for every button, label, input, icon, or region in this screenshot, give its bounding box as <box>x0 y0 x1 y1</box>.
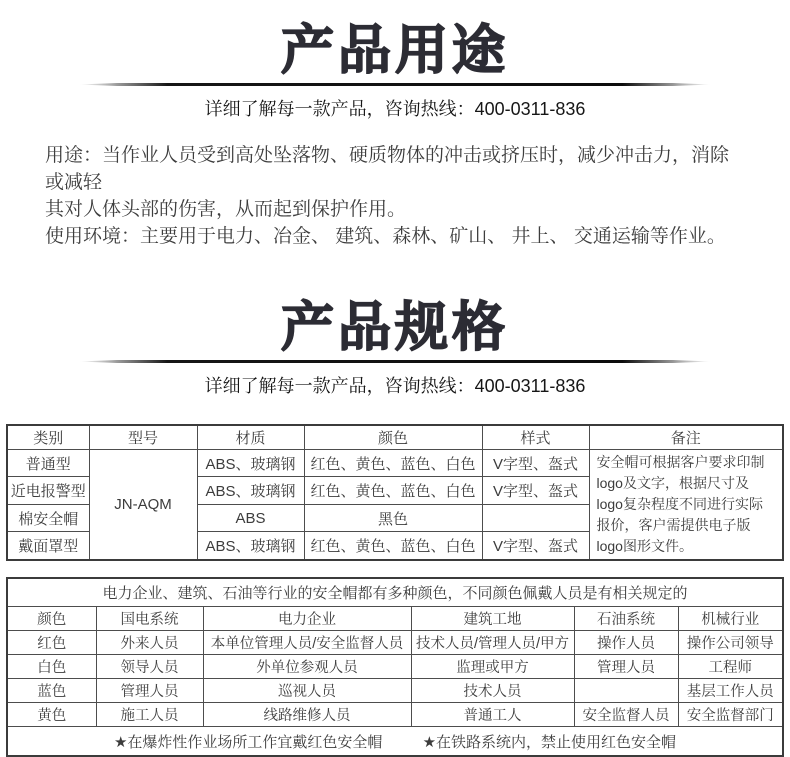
color-header-color: 颜色 <box>7 607 96 631</box>
color-header-petroleum: 石油系统 <box>574 607 678 631</box>
spec-cell-colors: 红色、黄色、蓝色、白色 <box>304 477 482 504</box>
spec-cell-style <box>482 504 589 531</box>
color-cell: 普通工人 <box>411 703 574 727</box>
color-table-header-row <box>7 607 783 631</box>
spec-cell-remark: 安全帽可根据客户要求印制logo及文字，根据尺寸及logo复杂程度不同进行实际报价，客户需提供电子版logo图形文件。 <box>589 450 783 561</box>
spec-cell-colors: 黑色 <box>304 504 482 531</box>
spec-section-header <box>0 277 790 398</box>
spec-cell-style: V字型、盔式 <box>482 477 589 504</box>
color-cell: 本单位管理人员/安全监督人员 <box>203 631 411 655</box>
color-cell: 工程师 <box>678 655 783 679</box>
usage-description <box>45 142 746 250</box>
spec-header-category: 类别 <box>7 425 89 450</box>
spec-hotline-subtitle: 详细了解每一款产品，咨询热线：400-0311-836 <box>204 376 586 396</box>
usage-section-header <box>0 0 790 121</box>
spec-cell-category: 棉安全帽 <box>7 504 89 531</box>
color-cell: 线路维修人员 <box>203 703 411 727</box>
color-cell: 管理人员 <box>574 655 678 679</box>
color-table-caption: 电力企业、建筑、石油等行业的安全帽都有多种颜色，不同颜色佩戴人员是有相关规定的 <box>7 578 783 607</box>
color-cell: 外单位参观人员 <box>203 655 411 679</box>
color-cell: 安全监督人员 <box>574 703 678 727</box>
spec-cell-style: V字型、盔式 <box>482 450 589 477</box>
footnote-railway-system: ★在铁路系统内，禁止使用红色安全帽 <box>422 733 677 751</box>
title-divider-line <box>79 360 711 363</box>
spec-cell-category: 普通型 <box>7 450 89 477</box>
color-cell: 施工人员 <box>96 703 203 727</box>
color-cell: 巡视人员 <box>203 679 411 703</box>
color-header-construction-site: 建筑工地 <box>411 607 574 631</box>
color-header-state-grid: 国电系统 <box>96 607 203 631</box>
spec-header-material: 材质 <box>197 425 304 450</box>
spec-table <box>6 424 784 561</box>
usage-hotline-subtitle: 详细了解每一款产品，咨询热线：400-0311-836 <box>204 99 586 119</box>
color-cell: 监理或甲方 <box>411 655 574 679</box>
usage-line-3: 使用环境：主要用于电力、冶金、 建筑、森林、矿山、 井上、 交通运输等作业。 <box>45 226 726 247</box>
spec-section-title: 产品规格 <box>281 298 509 357</box>
color-table-row-yellow <box>7 703 783 727</box>
spec-cell-material: ABS <box>197 504 304 531</box>
color-cell: 黄色 <box>7 703 96 727</box>
spec-cell-material: ABS、玻璃钢 <box>197 532 304 560</box>
color-cell: 技术人员/管理人员/甲方 <box>411 631 574 655</box>
color-table-footnote-row <box>7 727 783 757</box>
color-cell: 领导人员 <box>96 655 203 679</box>
color-cell: 技术人员 <box>411 679 574 703</box>
usage-line-2: 其对人体头部的伤害，从而起到保护作用。 <box>45 199 407 220</box>
color-cell: 蓝色 <box>7 679 96 703</box>
color-table-row-white <box>7 655 783 679</box>
color-regulation-table <box>6 577 784 757</box>
spec-cell-category: 近电报警型 <box>7 477 89 504</box>
footnote-cell <box>7 727 783 757</box>
spec-cell-material: ABS、玻璃钢 <box>197 450 304 477</box>
spec-header-colors: 颜色 <box>304 425 482 450</box>
spec-cell-colors: 红色、黄色、蓝色、白色 <box>304 532 482 560</box>
spec-header-style: 样式 <box>482 425 589 450</box>
color-table-caption-row <box>7 578 783 607</box>
spec-header-model: 型号 <box>89 425 197 450</box>
usage-line-1: 用途：当作业人员受到高处坠落物、硬质物体的冲击或挤压时，减少冲击力，消除或减轻 <box>45 145 730 193</box>
spec-cell-material: ABS、玻璃钢 <box>197 477 304 504</box>
spec-cell-colors: 红色、黄色、蓝色、白色 <box>304 450 482 477</box>
footnote-explosive-area: ★在爆炸性作业场所工作宜戴红色安全帽 <box>113 733 383 751</box>
color-table-row-red <box>7 631 783 655</box>
color-cell: 白色 <box>7 655 96 679</box>
color-cell: 操作人员 <box>574 631 678 655</box>
spec-table-header-row <box>7 425 783 450</box>
color-cell: 操作公司领导 <box>678 631 783 655</box>
spec-cell-category: 戴面罩型 <box>7 532 89 560</box>
color-cell: 基层工作人员 <box>678 679 783 703</box>
spec-cell-style: V字型、盔式 <box>482 532 589 560</box>
color-cell: 外来人员 <box>96 631 203 655</box>
spec-header-remark: 备注 <box>589 425 783 450</box>
color-cell: 红色 <box>7 631 96 655</box>
color-header-power-enterprise: 电力企业 <box>203 607 411 631</box>
spec-table-row <box>7 450 783 477</box>
usage-section-title: 产品用途 <box>281 21 509 80</box>
spec-cell-model: JN-AQM <box>89 450 197 561</box>
title-divider-line <box>79 83 711 86</box>
color-header-machinery: 机械行业 <box>678 607 783 631</box>
color-cell: 安全监督部门 <box>678 703 783 727</box>
color-cell: 管理人员 <box>96 679 203 703</box>
